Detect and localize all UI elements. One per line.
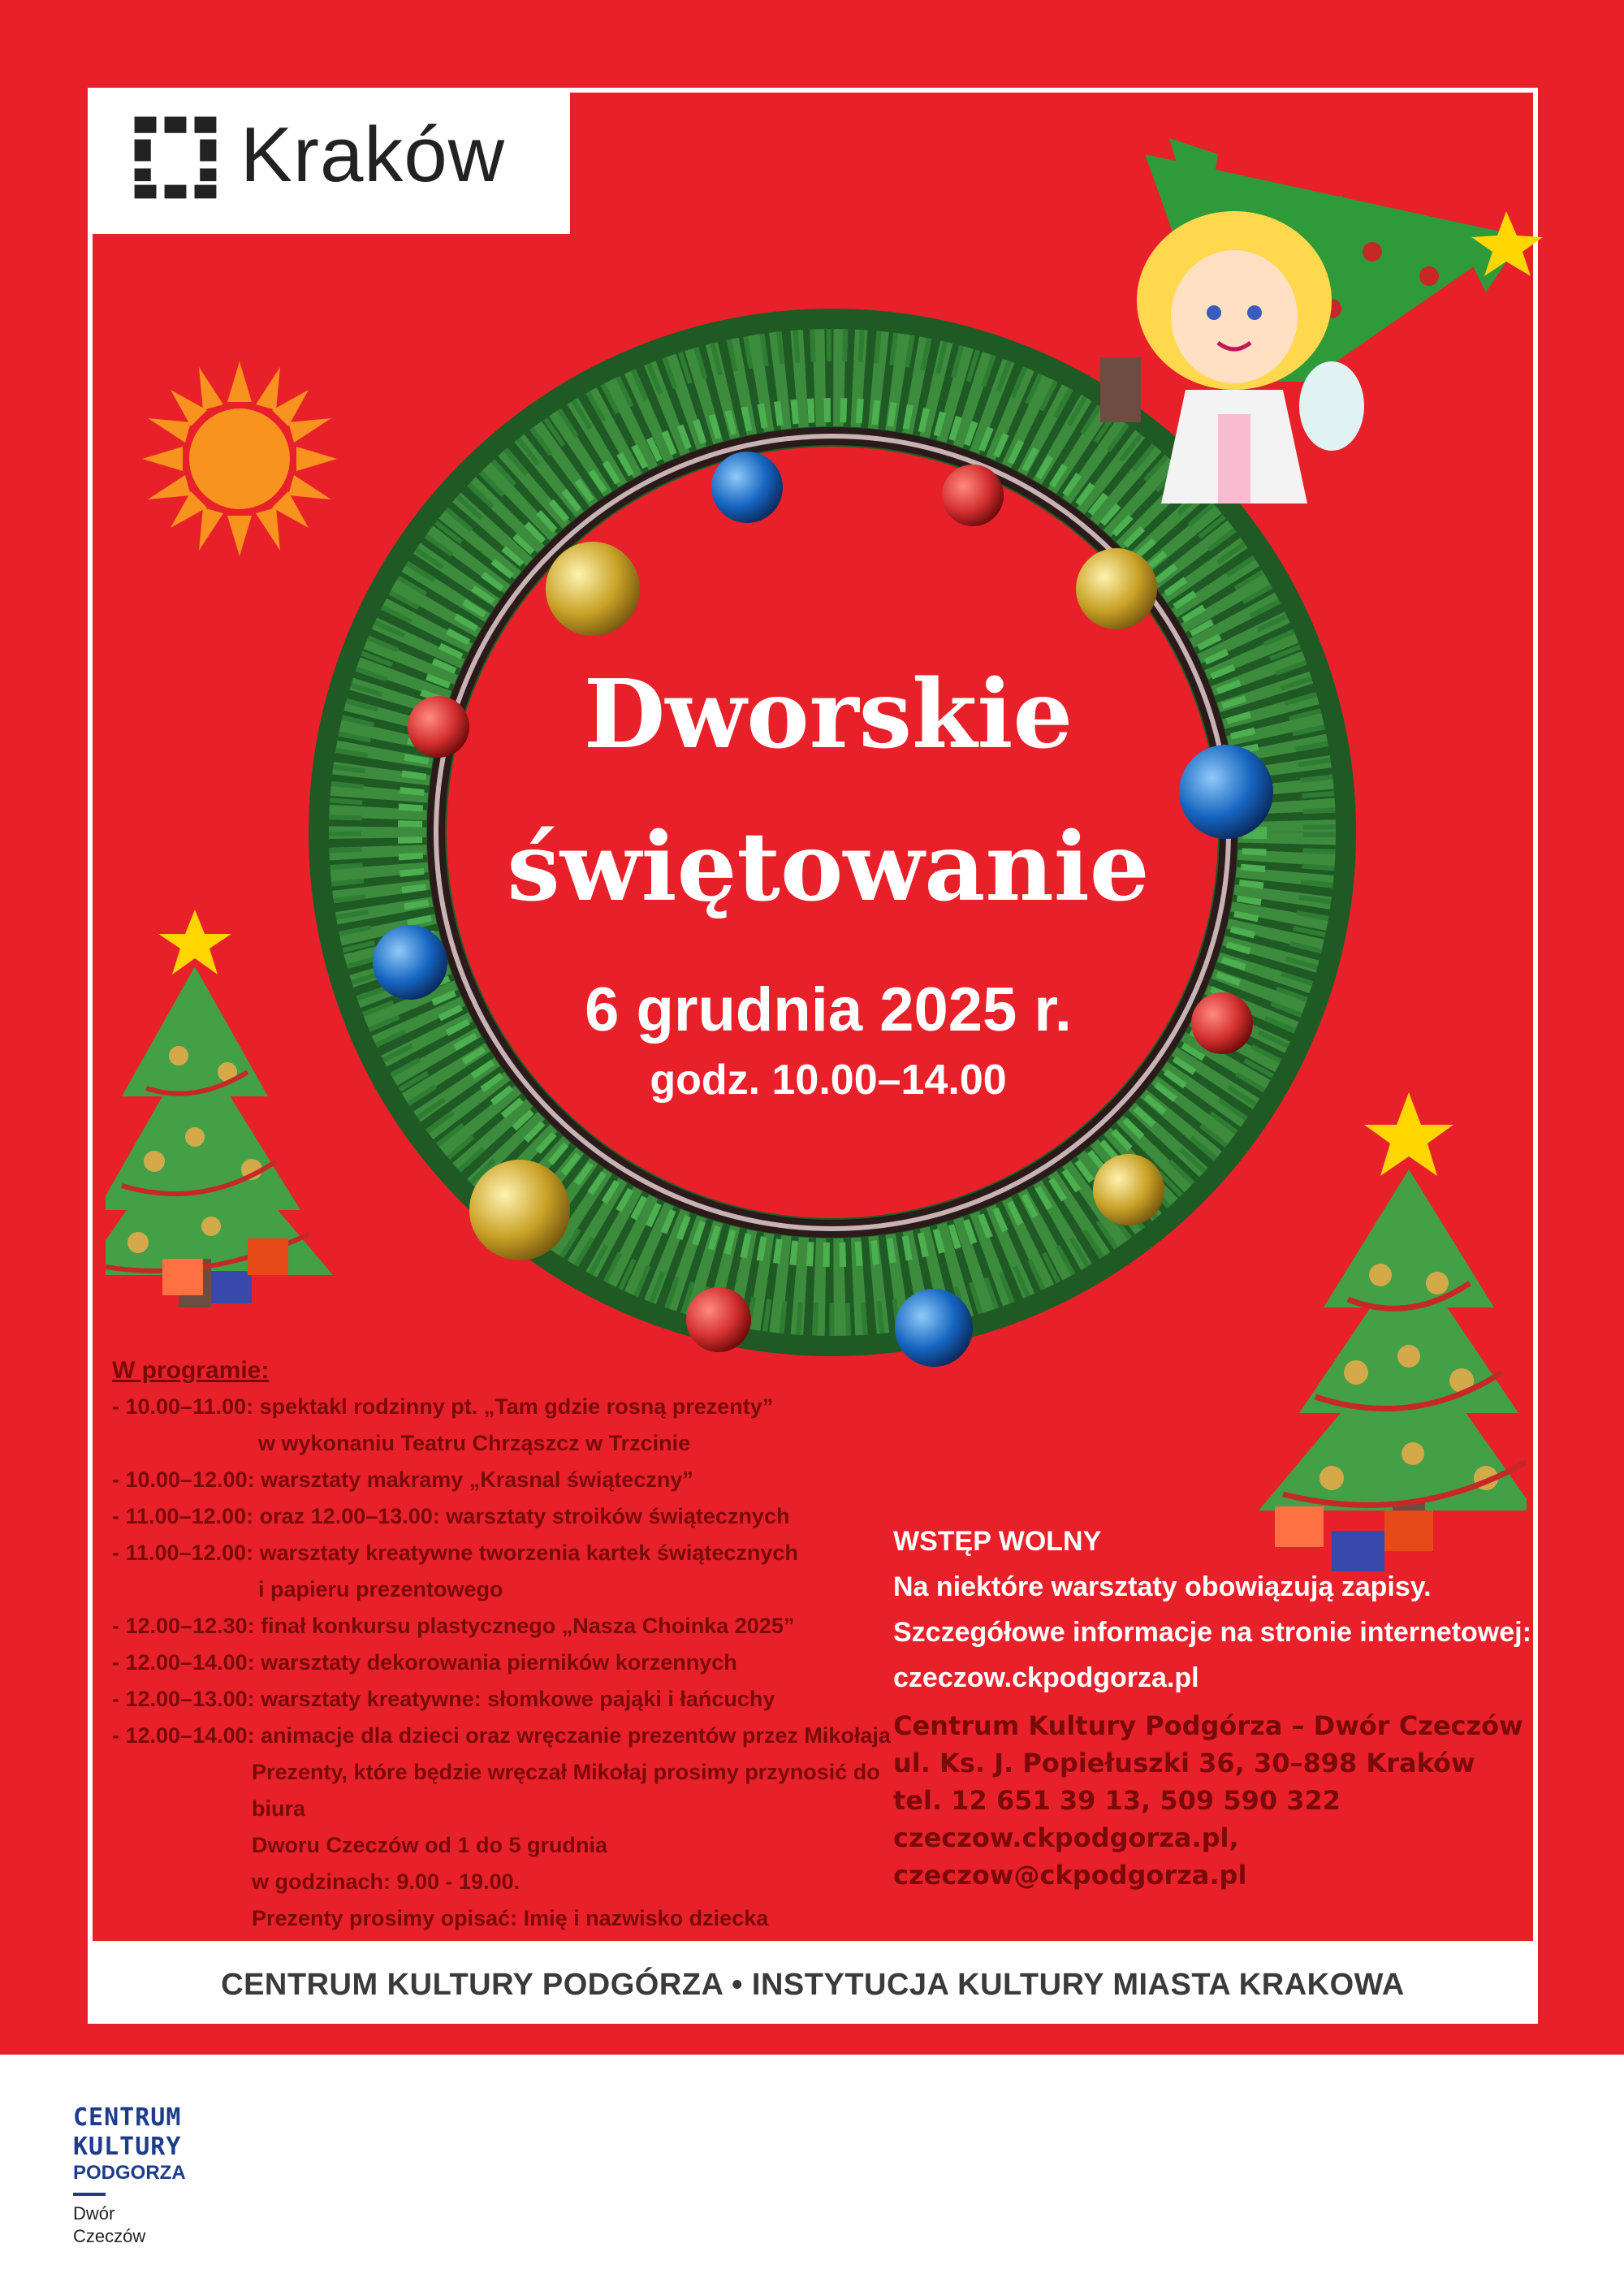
free-entry-label: WSTĘP WOLNY — [893, 1526, 1102, 1557]
website-link[interactable]: czeczow.ckpodgorza.pl — [893, 1662, 1199, 1693]
contact-web-email[interactable]: czeczow.ckpodgorza.pl, czeczow@ckpodgorza.pl — [893, 1822, 1247, 1891]
event-hours: godz. 10.00–14.00 — [650, 1057, 1007, 1104]
footer-strip — [88, 1946, 1538, 2024]
program-line: - 12.00–14.00: animacje dla dzieci oraz wręczanie prezentów przez Mikołaja — [112, 1723, 891, 1748]
angel-with-tree-illustration — [1064, 122, 1543, 512]
event-title-line2: świętowanie — [507, 812, 1150, 923]
logo-line-centrum: CENTRUM — [73, 2103, 182, 2132]
program-line: Prezenty prosimy opisać: Imię i nazwisko dziecka — [252, 1906, 769, 1930]
logo-line-kultury: KULTURY — [73, 2133, 182, 2161]
logo-divider — [73, 2193, 106, 2196]
program-line: - 12.00–14.00: warsztaty dekorowania pierników korzennych — [112, 1650, 737, 1675]
program-section — [112, 1352, 892, 1973]
program-line: i papieru prezentowego — [258, 1577, 503, 1601]
registration-note: Na niektóre warsztaty obowiązują zapisy. — [893, 1571, 1432, 1602]
logo-line-czeczow: Czeczów — [73, 2226, 146, 2246]
centrum-kultury-logo — [73, 2103, 252, 2248]
details-note: Szczegółowe informacje na stronie internetowej: — [893, 1617, 1531, 1648]
contact-name: Centrum Kultury Podgórza – Dwór Czeczów — [893, 1710, 1523, 1741]
entry-info — [893, 1519, 1535, 1701]
christmas-tree-left-illustration — [106, 901, 349, 1307]
program-line: w wykonaniu Teatru Chrząszcz w Trzcinie — [258, 1431, 691, 1455]
event-title-line1: Dworskie — [583, 659, 1073, 770]
program-line: - 12.00–12.30: finał konkursu plastycznego „Nasza Choinka 2025” — [112, 1614, 795, 1638]
logo-line-dwor: Dwór — [73, 2203, 115, 2224]
program-line: - 11.00–12.00: oraz 12.00–13.00: warsztaty stroików świątecznych — [112, 1504, 790, 1528]
krakow-logo-text: Kraków — [240, 111, 506, 198]
contact-phone: tel. 12 651 39 13, 509 590 322 — [893, 1785, 1341, 1816]
footer-text: CENTRUM KULTURY PODGÓRZA • INSTYTUCJA KULTURY MIASTA KRAKOWA — [221, 1967, 1405, 2002]
program-heading: W programie: — [112, 1357, 270, 1384]
program-line: Dworu Czeczów od 1 do 5 grudnia — [252, 1833, 608, 1857]
program-line: w godzinach: 9.00 - 19.00. — [252, 1869, 520, 1894]
program-line: - 11.00–12.00: warsztaty kreatywne tworzenia kartek świątecznych — [112, 1541, 798, 1565]
event-date: 6 grudnia 2025 r. — [585, 975, 1072, 1044]
program-line: - 10.00–12.00: warsztaty makramy „Krasnal świąteczny” — [112, 1467, 693, 1492]
christmas-tree-right-illustration — [1210, 1088, 1527, 1575]
krakow-logo-icon — [130, 112, 221, 203]
program-line: - 12.00–13.00: warsztaty kreatywne: słomkowe pająki i łańcuchy — [112, 1687, 775, 1711]
contact-info — [893, 1707, 1535, 1894]
krakow-logo — [88, 88, 570, 234]
program-line: - 10.00–11.00: spektakl rodzinny pt. „Tam gdzie rosną prezenty” — [112, 1394, 774, 1419]
logo-line-podgorza: PODGORZA — [73, 2162, 186, 2184]
program-line: Prezenty, które będzie wręczał Mikołaj prosimy przynosić do biura — [252, 1760, 880, 1821]
contact-address: ul. Ks. J. Popiełuszki 36, 30–898 Kraków — [893, 1748, 1475, 1779]
